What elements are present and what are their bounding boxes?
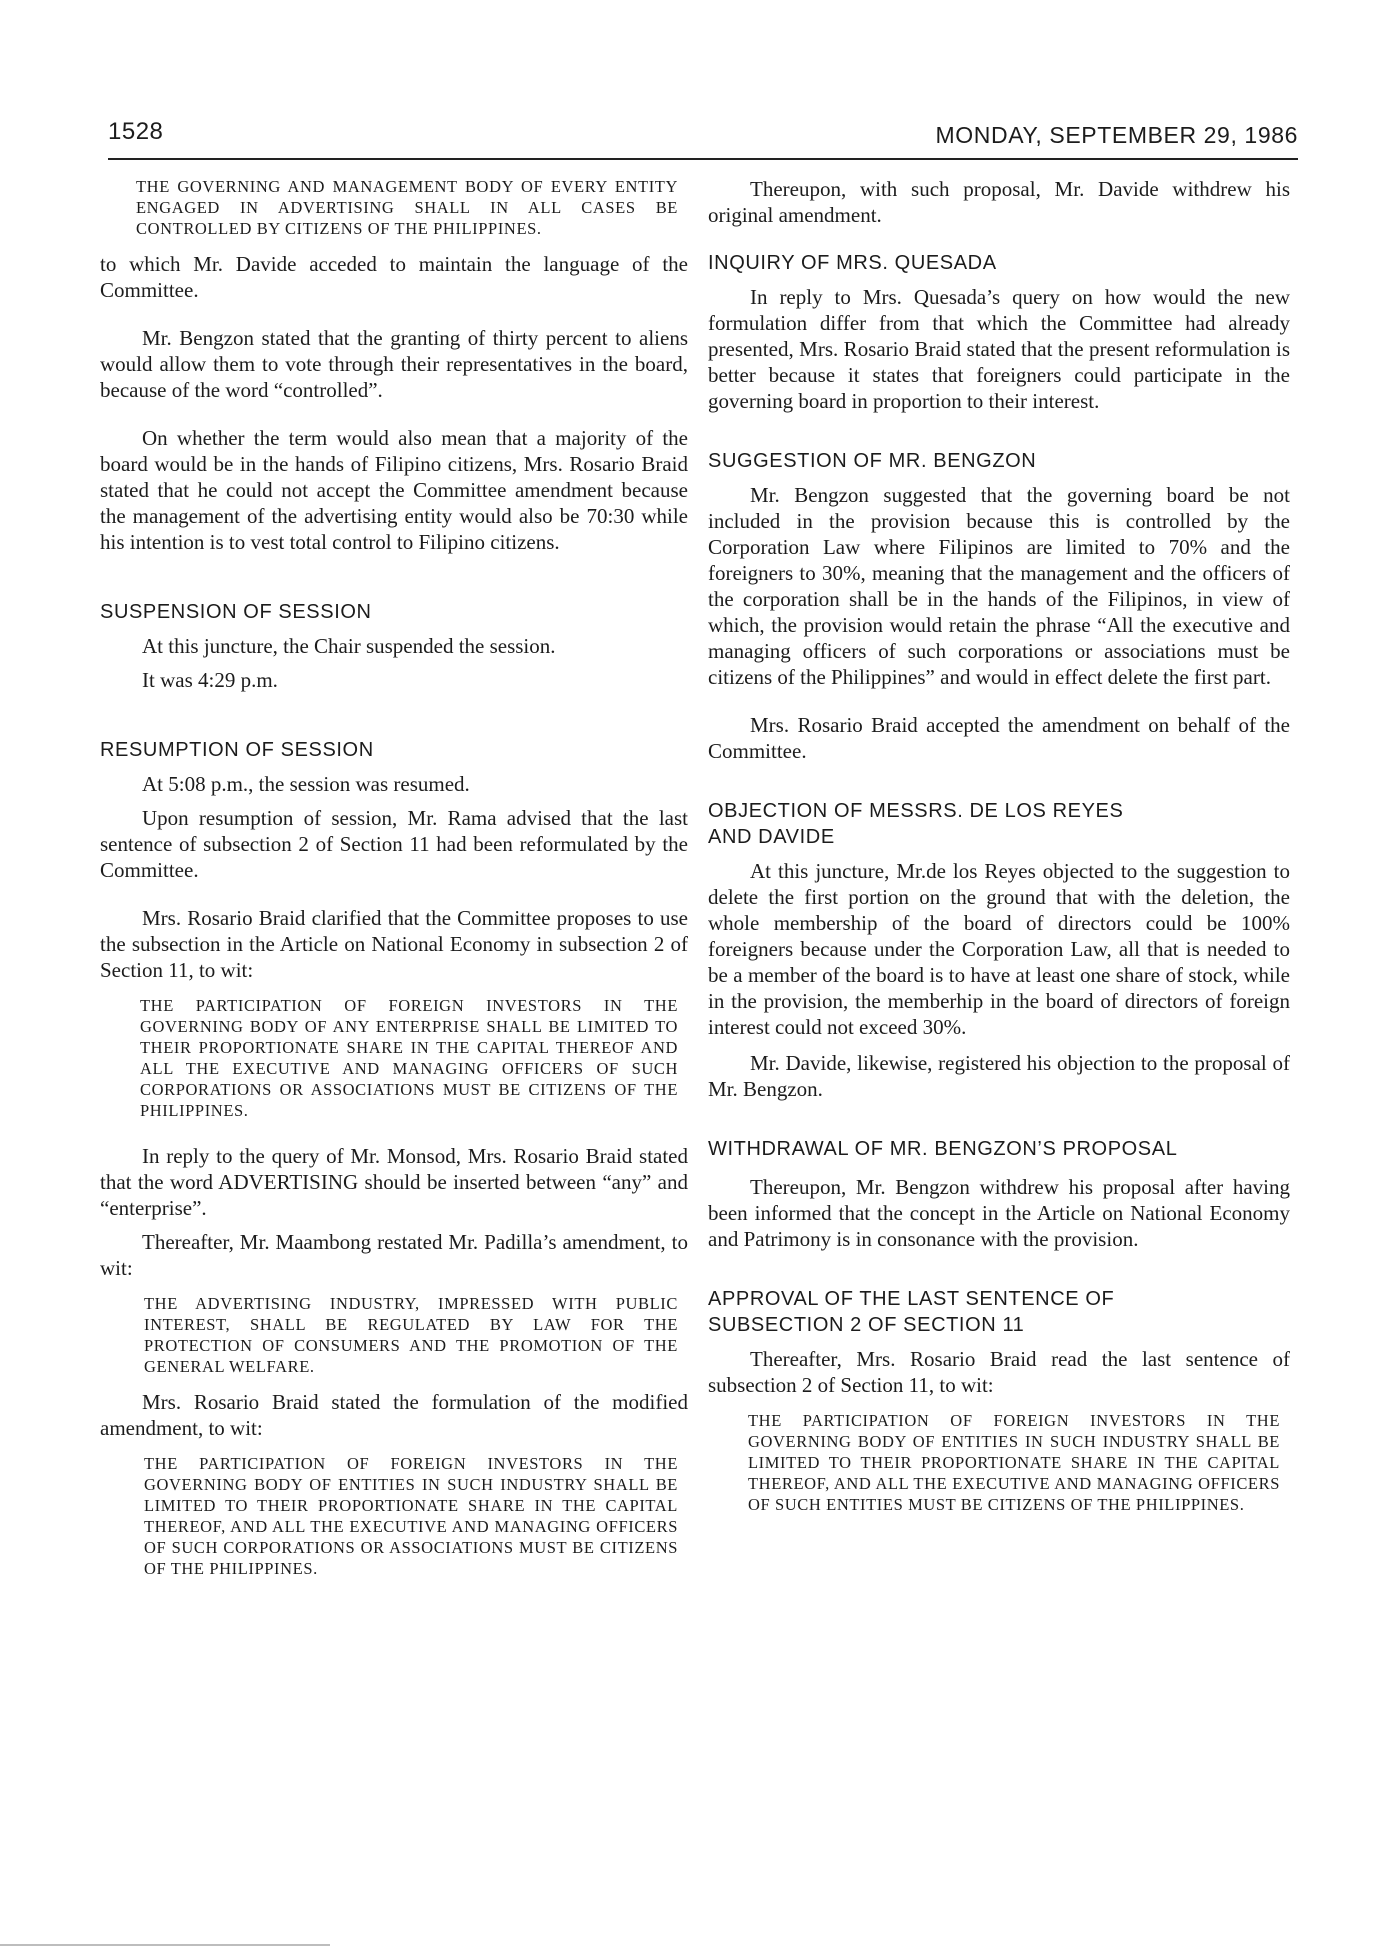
- paragraph: Mr. Bengzon suggested that the governing board be not included in the provision because this is controlled by the Corporation Law where Filipinos are limited to 70% and the foreigners to 30%, meaning that the management and the officers of the corporation shall be in the hands of the Filipinos, in view of which, the provision would retain the phrase “All the executive and managing officers of such corporations or associations must be citizens of the Philippines” and would in effect delete the first part.: [708, 483, 1290, 689]
- paragraph: Mrs. Rosario Braid stated the formulation of the modified amendment, to wit:: [100, 1390, 688, 1440]
- paragraph: At this juncture, the Chair suspended the session.: [142, 634, 556, 658]
- paragraph: Thereafter, Mrs. Rosario Braid read the last sentence of subsection 2 of Section 11, to wit:: [708, 1347, 1290, 1397]
- scan-artifact: [0, 1940, 330, 1950]
- paragraph: Thereupon, with such proposal, Mr. Davide withdrew his original amendment.: [708, 177, 1290, 227]
- section-heading: OBJECTION OF MESSRS. DE LOS REYES: [708, 800, 1124, 822]
- section-heading: AND DAVIDE: [708, 826, 835, 848]
- paragraph: It was 4:29 p.m.: [142, 668, 278, 692]
- paragraph: At this juncture, Mr.de los Reyes objected to the suggestion to delete the first portion on the ground that with the deletion, the whole membership of the board of directors could be 100% foreigners because under the Corporation Law, all that is needed to be a member of the board is to have at least one share of stock, while in the provision, the memberhip in the board of directors of foreign interest could not exceed 30%.: [708, 859, 1290, 1039]
- quoted-amendment: THE GOVERNING AND MANAGEMENT BODY OF EVERY ENTITY ENGAGED IN ADVERTISING SHALL IN ALL CASES BE CONTROLLED BY CITIZENS OF THE PHILIPPINES.: [136, 177, 678, 238]
- left-column: [100, 176, 688, 1579]
- quoted-amendment: THE PARTICIPATION OF FOREIGN INVESTORS IN THE GOVERNING BODY OF ENTITIES IN SUCH INDUSTRY SHALL BE LIMITED TO THEIR PROPORTIONATE SHARE IN THE CAPITAL THEREOF, AND ALL THE EXECUTIVE AND MANAGING OFFICERS OF SUCH CORPORATIONS OR ASSOCIATIONS MUST BE CITIZENS OF THE PHILIPPINES.: [144, 1454, 678, 1578]
- paragraph: to which Mr. Davide acceded to maintain the language of the Committee.: [100, 252, 688, 302]
- quoted-amendment: THE PARTICIPATION OF FOREIGN INVESTORS IN THE GOVERNING BODY OF ANY ENTERPRISE SHALL BE LIMITED TO THEIR PROPORTIONATE SHARE IN THE CAPITAL THEREOF AND ALL THE EXECUTIVE AND MANAGING OFFICERS OF SUCH CORPORATIONS OR ASSOCIATIONS MUST BE CITIZENS OF THE PHILIPPINES.: [140, 996, 678, 1120]
- paragraph: Mr. Bengzon stated that the granting of thirty percent to aliens would allow them to vote through their representatives in the board, because of the word “controlled”.: [100, 326, 688, 402]
- section-heading: APPROVAL OF THE LAST SENTENCE OF: [708, 1288, 1115, 1310]
- paragraph: At 5:08 p.m., the session was resumed.: [142, 772, 470, 796]
- page-number: 1528: [108, 118, 164, 145]
- quoted-amendment: THE PARTICIPATION OF FOREIGN INVESTORS IN THE GOVERNING BODY OF ENTITIES IN SUCH INDUSTRY SHALL BE LIMITED TO THEIR PROPORTIONATE SHARE IN THE CAPITAL THEREOF, AND ALL THE EXECUTIVE AND MANAGING OFFICERS OF SUCH ENTITIES MUST BE CITIZENS OF THE PHILIPPINES.: [748, 1411, 1280, 1514]
- paragraph: Mr. Davide, likewise, registered his objection to the proposal of Mr. Bengzon.: [708, 1051, 1290, 1101]
- section-heading: SUBSECTION 2 OF SECTION 11: [708, 1314, 1025, 1336]
- section-heading: WITHDRAWAL OF MR. BENGZON’S PROPOSAL: [708, 1138, 1178, 1160]
- paragraph: Thereafter, Mr. Maambong restated Mr. Padilla’s amendment, to wit:: [100, 1230, 688, 1280]
- section-heading: SUGGESTION OF MR. BENGZON: [708, 450, 1037, 472]
- paragraph: On whether the term would also mean that a majority of the board would be in the hands of Filipino citizens, Mrs. Rosario Braid stated that he could not accept the Committee amendment because the management of the advertising entity would also be 70:30 while his intention is to vest total control to Filipino citizens.: [100, 426, 688, 554]
- page-header: [108, 118, 1298, 160]
- paragraph: In reply to Mrs. Quesada’s query on how would the new formulation differ from that which the Committee had already presented, Mrs. Rosario Braid stated that the present reformulation is better because it states that foreigners could participate in the governing board in proportion to their interest.: [708, 285, 1290, 413]
- paragraph: In reply to the query of Mr. Monsod, Mrs. Rosario Braid stated that the word ADVERTISING should be inserted between “any” and “enterprise”.: [100, 1144, 688, 1220]
- paragraph: Thereupon, Mr. Bengzon withdrew his proposal after having been informed that the concept in the Article on National Economy and Patrimony is in consonance with the provision.: [708, 1175, 1290, 1251]
- right-column: [708, 176, 1290, 1515]
- paragraph: Mrs. Rosario Braid accepted the amendment on behalf of the Committee.: [708, 713, 1290, 763]
- section-heading: INQUIRY OF MRS. QUESADA: [708, 252, 997, 274]
- section-heading: RESUMPTION OF SESSION: [100, 739, 374, 761]
- paragraph: Mrs. Rosario Braid clarified that the Committee proposes to use the subsection in the Article on National Economy in subsection 2 of Section 11, to wit:: [100, 906, 688, 982]
- section-heading: SUSPENSION OF SESSION: [100, 601, 372, 623]
- paragraph: Upon resumption of session, Mr. Rama advised that the last sentence of subsection 2 of Section 11 had been reformulated by the Committee.: [100, 806, 688, 882]
- page-date: MONDAY, SEPTEMBER 29, 1986: [935, 122, 1298, 148]
- quoted-amendment: THE ADVERTISING INDUSTRY, IMPRESSED WITH PUBLIC INTEREST, SHALL BE REGULATED BY LAW FOR THE PROTECTION OF CONSUMERS AND THE PROMOTION OF THE GENERAL WELFARE.: [144, 1294, 678, 1376]
